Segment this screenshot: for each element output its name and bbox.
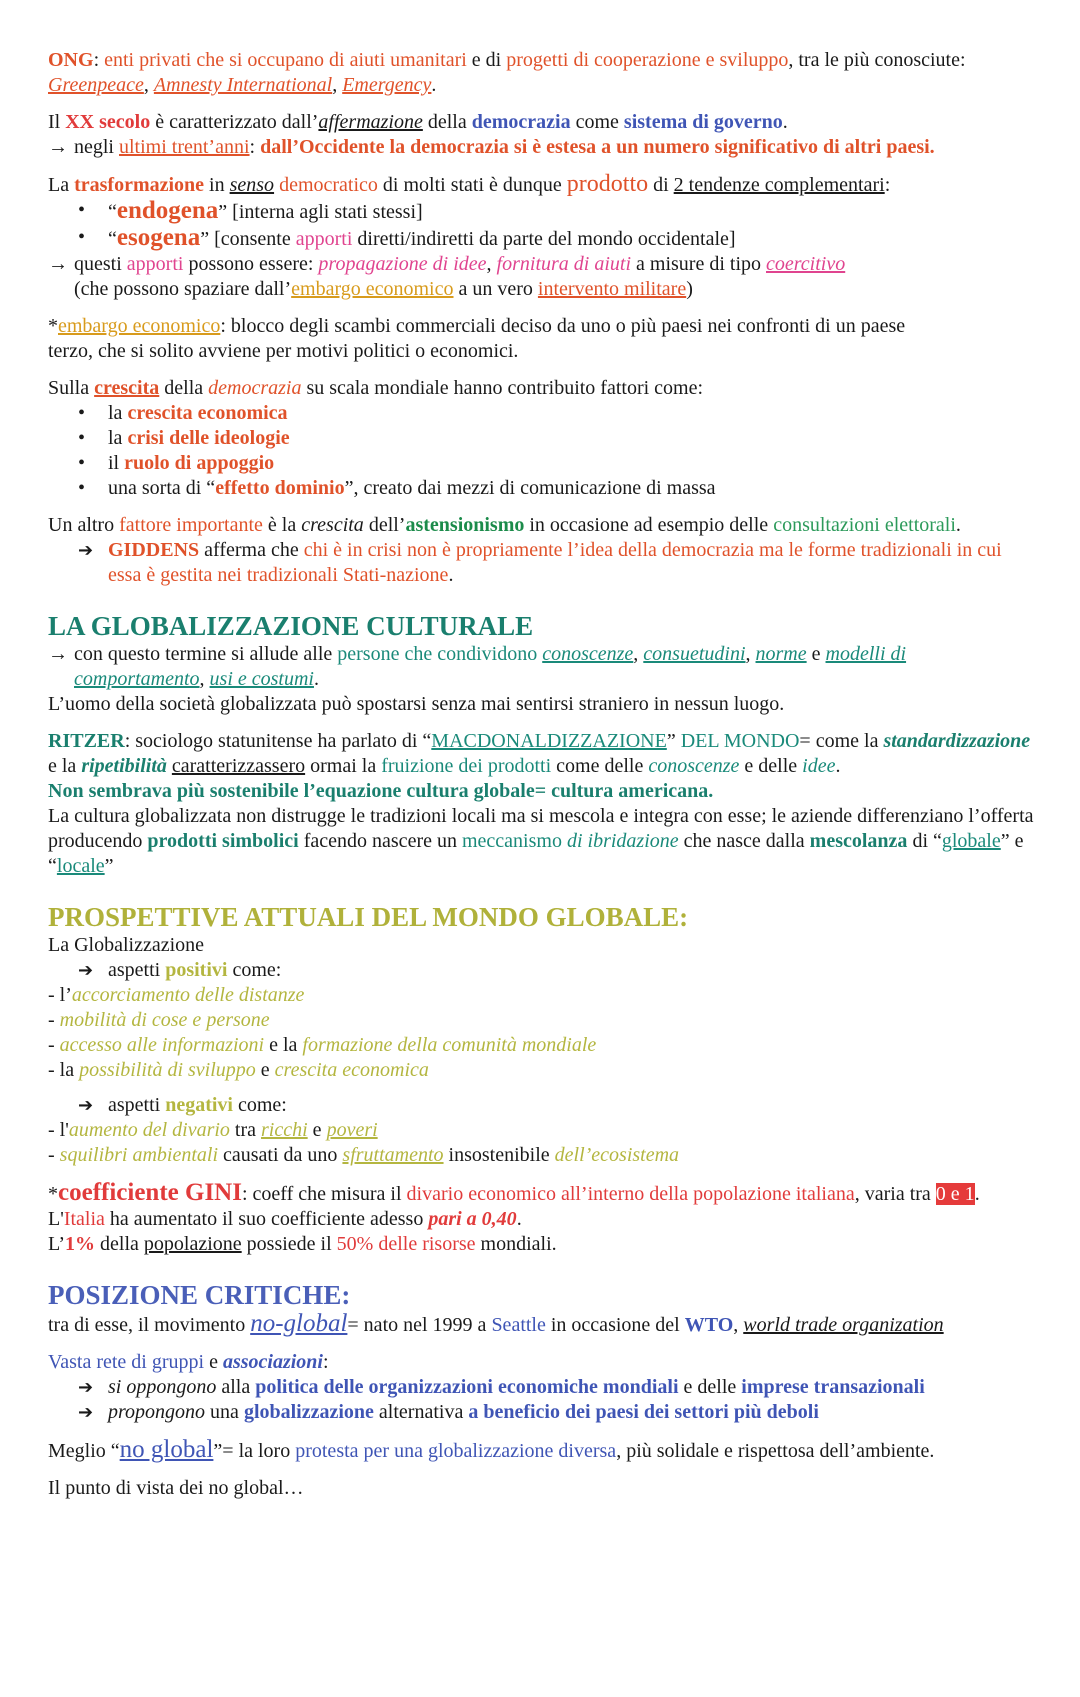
example-amnesty: Amnesty International xyxy=(153,74,333,96)
abstention-paragraph: Un altro fattore importante è la crescita dell’astensionismo in occasione ad esempio delle consultazioni elettorali. ➔ GIDDENS afferma che chi è in crisi non è propriamente l’idea della democrazia ma le forme tradizionali in cui essa è gestita nei tradizionali Stati-nazione. xyxy=(48,514,1002,586)
arrow-right-icon: → xyxy=(48,136,68,158)
gini-note: *coefficiente GINI: coeff che misura il divario economico all’interno della popolazione italiana, varia tra 0 e 1. L'Italia ha aumentato il suo coefficiente adesso pari a 0,40. L’1% della popolazione possiede il 50% delle risorse mondiali. xyxy=(48,1179,980,1255)
bold-arrow-icon: ➔ xyxy=(78,1377,94,1398)
ritzer-paragraph: RITZER: sociologo statunitense ha parlato di “MACDONALDIZZAZIONE” DEL MONDO= come la standardizzazione e la ripetibilità caratterizzassero ormai la fruizione dei prodotti come delle conoscenze e delle idee. Non sembrava più sostenibile l’equazione cultura globale= cultura americana. La cultura globalizzata non distrugge le tradizioni locali ma si mescola e integra con esse; le aziende differenziano l’offerta producendo prodotti simbolici facendo nascere un meccanismo di ibridazione che nasce dalla mescolanza di “globale” e “locale” xyxy=(48,730,1034,877)
list-item: • la crescita economica xyxy=(78,401,1038,426)
factors-list xyxy=(48,401,1038,501)
embargo-note: *embargo economico: blocco degli scambi commerciali deciso da uno o più paesi nei confronti di un paese terzo, che si solito avviene per motivi politici o economici. xyxy=(48,315,906,362)
arrow-right-icon: → xyxy=(48,643,68,665)
perspectives-section: PROSPETTIVE ATTUALI DEL MONDO GLOBALE: La Globalizzazione ➔ aspetti positivi come: - l’accorciamento delle distanze - mobilità di cose e persone - accesso alle informazioni e la formazione della comunità mondiale - la possibilità di sviluppo e crescita economica ➔ aspetti negativi come: - l'aumento del divario tra ricchi e poveri - squilibri ambientali causati da uno sfruttamento insostenibile dell’ecosistema xyxy=(48,901,1038,1168)
list-item: - l'aumento del divario tra ricchi e poveri xyxy=(48,1119,378,1141)
arrow-right-icon: → xyxy=(48,253,68,275)
highlighted-range: 0 e 1 xyxy=(935,1183,975,1205)
list-item: • “endogena” [interna agli stati stessi] xyxy=(78,198,1038,225)
example-emergency: Emergency xyxy=(342,74,432,96)
critical-positions-section: POSIZIONE CRITICHE: tra di esse, il movimento no-global= nato nel 1999 a Seattle in occasione del WTO, world trade organization Vasta rete di gruppi e associazioni: ➔ si oppongono alla politica delle organizzazioni economiche mondiali e delle imprese transazionali ➔ propongono una globalizzazione alternativa a beneficio dei paesi dei settori più deboli Meglio “no global”= la loro protesta per una globalizzazione diversa, più solidale e rispettosa dell’ambiente. Il punto di vista dei no global… xyxy=(48,1279,1038,1501)
list-item: - mobilità di cose e persone xyxy=(48,1009,270,1031)
bold-arrow-icon: ➔ xyxy=(78,960,94,981)
list-item: - accesso alle informazioni e la formazione della comunità mondiale xyxy=(48,1034,597,1056)
document-page xyxy=(48,48,1038,1501)
bold-arrow-icon: ➔ xyxy=(78,540,94,561)
list-item: - la possibilità di sviluppo e crescita economica xyxy=(48,1059,429,1081)
list-item: • il ruolo di appoggio xyxy=(78,451,1038,476)
growth-factors: Sulla crescita della democrazia su scala mondiale hanno contribuito fattori come: • la crescita economica • la crisi delle ideologie • il ruolo di appoggio • una sorta di “effetto dominio”, creato dai mezzi di comunicazione di massa xyxy=(48,376,1038,501)
list-item: • la crisi delle ideologie xyxy=(78,426,1038,451)
example-greenpeace: Greenpeace xyxy=(48,74,144,96)
bold-arrow-icon: ➔ xyxy=(78,1402,94,1423)
list-item: • una sorta di “effetto dominio”, creato dai mezzi di comunicazione di massa xyxy=(78,476,1038,501)
cultural-globalization-section: LA GLOBALIZZAZIONE CULTURALE → con questo termine si allude alle persone che condividono conoscenze, consuetudini, norme e modelli di comportamento, usi e costumi. L’uomo della società globalizzata può spostarsi senza mai sentirsi straniero in nessun luogo. xyxy=(48,610,1038,717)
bold-arrow-icon: ➔ xyxy=(78,1095,94,1116)
list-item: - squilibri ambientali causati da uno sfruttamento insostenibile dell’ecosistema xyxy=(48,1144,680,1166)
section-heading: LA GLOBALIZZAZIONE CULTURALE xyxy=(48,611,534,641)
ong-term: ONG xyxy=(48,49,94,71)
list-item: • “esogena” [consente apporti diretti/indiretti da parte del mondo occidentale] xyxy=(78,225,1038,252)
tendencies-paragraph: La trasformazione in senso democratico di molti stati è dunque prodotto di 2 tendenze complementari: • “endogena” [interna agli stati stessi] • “esogena” [consente apporti diretti/indiretti da parte del mondo occidentale] → questi apporti possono essere: propagazione di idee, fornitura di aiuti a misure di tipo coercitivo (che possono spaziare dall’embargo economico a un vero intervento militare) xyxy=(48,172,1038,302)
section-heading: POSIZIONE CRITICHE: xyxy=(48,1280,351,1310)
list-item: - l’accorciamento delle distanze xyxy=(48,984,305,1006)
democracy-paragraph: Il XX secolo è caratterizzato dall’affermazione della democrazia come sistema di governo. → negli ultimi trent’anni: dall’Occidente la democrazia si è estesa a un numero significativo di altri paesi. xyxy=(48,111,935,158)
section-heading: PROSPETTIVE ATTUALI DEL MONDO GLOBALE: xyxy=(48,902,689,932)
tendencies-list xyxy=(48,198,1038,252)
ong-paragraph: ONG: enti privati che si occupano di aiuti umanitari e di progetti di cooperazione e sviluppo, tra le più conosciute: Greenpeace, Amnesty International, Emergency. xyxy=(48,49,966,96)
